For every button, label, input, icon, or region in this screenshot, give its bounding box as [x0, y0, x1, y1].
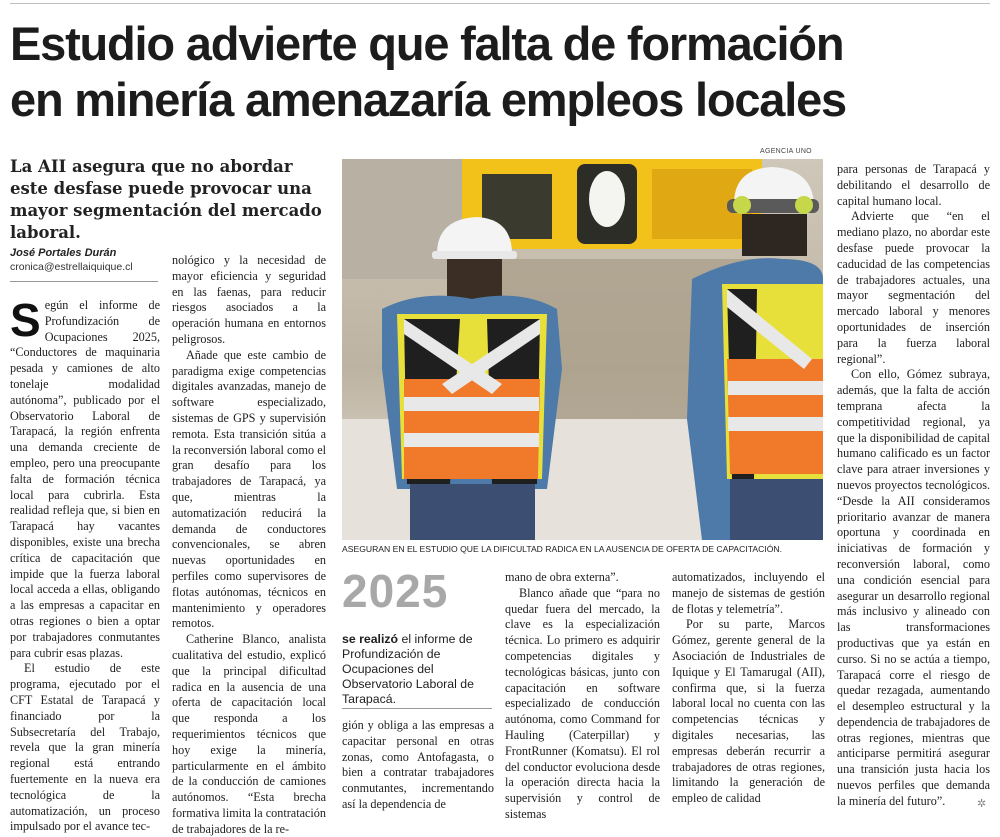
paragraph: Advierte que “en el mediano plazo, no abordar este desfase puede provocar la caducidad de las competencias de trabajadores actuales, una mayor segmentación del mercado laboral y menores oportunidades de inserción para la fuerza laboral regional”. — [837, 209, 990, 366]
drop-cap: S — [10, 294, 41, 346]
pullquote-year: 2025 — [342, 565, 449, 617]
paragraph: Añade que este cambio de paradigma exige competencias digitales avanzadas, manejo de software especializado, sistemas de GPS y supervisión remota. Esta transición sitúa a la reconversión laboral como el gran desafío para los trabajadores de Tarapacá, ya que, mientras la automatización reducirá la demanda de conductores convencionales, se abren nuevas oportunidades en perfiles como supervisores de flotas autónomas, técnicos en mantenimiento y operadores remotos. — [172, 347, 326, 631]
author-name: José Portales Durán — [10, 247, 117, 259]
byline — [10, 247, 133, 273]
paragraph: Blanco añade que “para no quedar fuera del mercado, la clave es la especialización técnica. Lo primero es adquirir competencias digitales y tecnológicas básicas, junto con capacitación en software especializado de conducción autónoma, como Command for Hauling (Caterpillar) y FrontRunner (Komatsu). El rol del conductor evoluciona desde la operación directa hacia la supervisión y control de sistemas — [505, 585, 660, 821]
pullquote-lead: se realizó — [342, 632, 399, 646]
article-column-6 — [837, 162, 990, 817]
headline — [10, 16, 990, 128]
paragraph: automatizados, incluyendo el manejo de sistemas de gestión de flotas y telemetría”. — [672, 570, 825, 616]
paragraph: El estudio de este programa, ejecutado por el CFT Estatal de Tarapacá y financiado por la Subsecretaría del Trabajo, revela que la gran minería regional está entrando fuertemente en la nueva era tecnológica de la automatización, un proceso impulsado por el avance tec- — [10, 661, 160, 834]
paragraph: Catherine Blanco, analista cualitativa del estudio, explicó que la principal dificultad radica en la ausencia de una oferta de capacitación local que responda a los requerimientos técnicos que hoy exige la minería, particularmente en el ámbito de la conducción de camiones autónomos. “Esta brecha formativa limita la contratación de trabajadores de la re- — [172, 632, 326, 836]
paragraph: Por su parte, Marcos Gómez, gerente general de la Asociación de Industriales de Iquique y El Tamarugal (AII), confirma que, si la fuerza laboral local no cuenta con las competencias técnicas y digitales necesarias, las empresas deberán recurrir a trabajadores de otras regiones, limitando la generación de empleo de calidad — [672, 617, 825, 806]
headline-line-1: Estudio advierte que falta de formación — [10, 17, 844, 70]
article-column-4 — [505, 570, 660, 821]
pullquote-body: el informe de Profundización de Ocupaciones del Observatorio Laboral de Tarapacá. — [342, 632, 474, 706]
photo-credit: AGENCIA UNO — [760, 148, 812, 155]
mining-workers-illustration — [342, 159, 823, 540]
paragraph-text: egún el informe de Profundización de Ocupaciones 2025, “Conductores de maquinaria pesada y camiones de alto tonelaje modalidad autónoma”, publicado por el Observatorio Laboral de Tarapacá, la región enfrenta una demanda creciente de empleo, pero una preocupante falta de formación técnica local para cubrirla. Esta realidad refleja que, si bien en Tarapacá hay vacantes disponibles, existe una brecha crítica de capacitación que impide que la fuerza laboral local acceda a ellas, obligando a las empresas a capacitar en otras regiones o bien a optar por trabajadores conmutantes para cubrir esas plazas. — [10, 298, 160, 660]
author-email: cronica@estrellaiquique.cl — [10, 261, 133, 273]
paragraph — [10, 294, 160, 661]
paragraph: para personas de Tarapacá y debilitando el desarrollo de capital humano local. — [837, 162, 990, 208]
top-rule — [10, 3, 990, 4]
end-of-article-icon: ✲ — [977, 797, 987, 810]
article-column-3 — [342, 718, 494, 817]
paragraph: gión y obliga a las empresas a capacitar personal en otras zonas, como Antofagasta, o bien a contratar trabajadores conmutantes, incrementando así la dependencia de — [342, 718, 494, 811]
byline-divider — [10, 281, 158, 282]
pullquote-divider — [342, 708, 492, 709]
paragraph: Con ello, Gómez subraya, además, que la falta de acción temprana afecta la competitividad regional, ya que la disponibilidad de capital humano calificado es un factor clave para atraer inversiones y nuevos proyectos tecnológicos. “Desde la AII consideramos prioritario avanzar de manera oportuna y coordinada en iniciativas de formación y reconversión laboral, como una condición esencial para asegurar un desarrollo regional más inclusivo y alineado con las transformaciones productivas que ya están en curso. Si no se actúa a tiempo, Tarapacá corre el riesgo de quedar rezagada, aumentando el desempleo estructural y la dependencia de trabajadores de otras regiones, mientras que anticiparse permitirá asegurar una transición justa hacia los nuevos perfiles que demanda la minería del futuro”. — [837, 367, 990, 808]
deck-subtitle: La AII asegura que no abordar este desfase puede provocar una mayor segmentación del mercado laboral. — [10, 157, 322, 242]
photo-caption: ASEGURAN EN EL ESTUDIO QUE LA DIFICULTAD RADICA EN LA AUSENCIA DE OFERTA DE CAPACITACIÓN. — [342, 544, 782, 554]
article-photo — [342, 159, 823, 540]
paragraph: mano de obra externa”. — [505, 570, 619, 584]
pullquote-text — [342, 632, 492, 707]
article-column-1 — [10, 294, 160, 834]
article-column-5 — [672, 570, 825, 817]
headline-line-2: en minería amenazaría empleos locales — [10, 73, 846, 126]
article-column-2 — [172, 253, 326, 836]
paragraph: nológico y la necesidad de mayor eficiencia y seguridad en las faenas, para reducir riesgos asociados a la operación humana en entornos peligrosos. — [172, 253, 326, 346]
